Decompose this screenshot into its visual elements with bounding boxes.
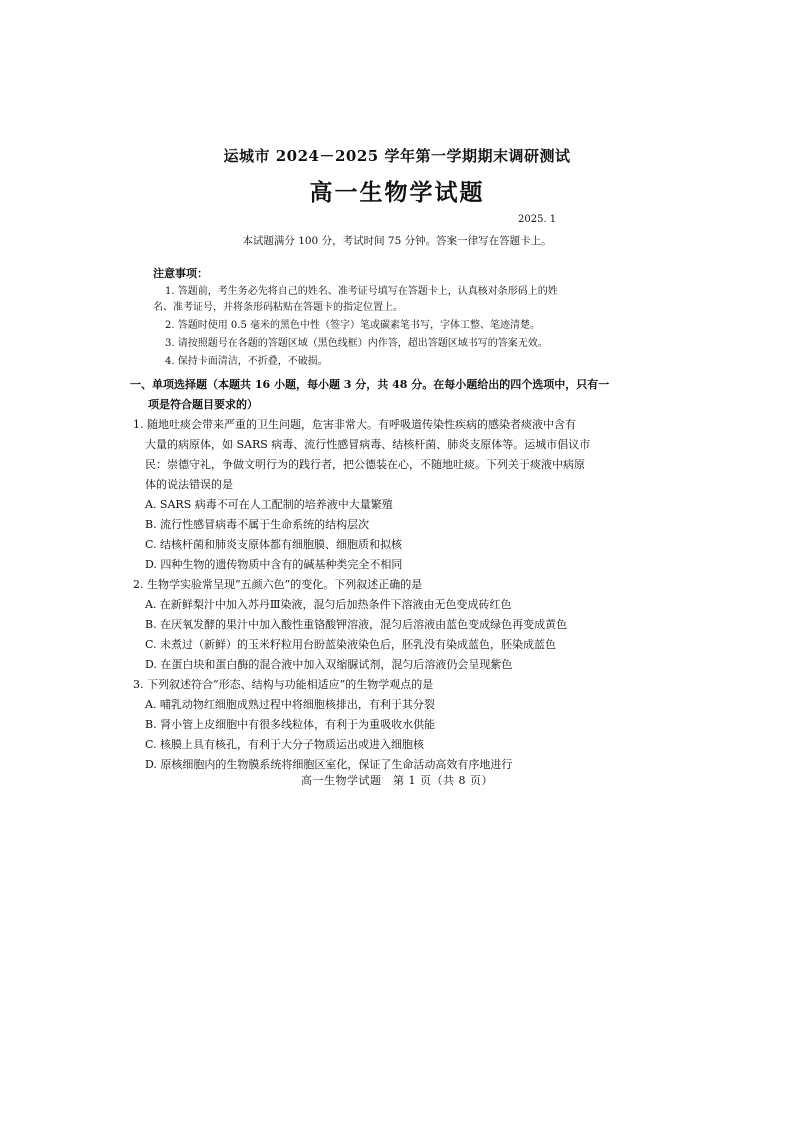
notice-line: 2. 答题时使用 0.5 毫米的黑色中性（签字）笔或碳素笔书写，字体工整、笔迹清楚。 [165, 320, 540, 331]
page-footer: 高一生物学试题 第 1 页（共 8 页） [301, 774, 493, 787]
option-d: D. 在蛋白块和蛋白酶的混合液中加入双缩脲试剂，混匀后溶液仍会呈现紫色 [145, 658, 513, 671]
section-heading-cont: 项是符合题目要求的） [148, 398, 258, 411]
question-stem-line: 3. 下列叙述符合“形态、结构与功能相适应”的生物学观点的是 [133, 678, 434, 691]
exam-date: 2025. 1 [518, 214, 557, 225]
option-d: D. 四种生物的遗传物质中含有的碱基种类完全不相同 [145, 558, 403, 571]
option-a: A. SARS 病毒不可在人工配制的培养液中大量繁殖 [145, 498, 393, 511]
notice-line: 1. 答题前，考生务必先将自己的姓名、准考证号填写在答题卡上，认真核对条形码上的姓 [165, 286, 558, 297]
subject-title: 高一生物学试题 [309, 179, 485, 206]
section-heading: 一、单项选择题（本题共 16 小题，每小题 3 分，共 48 分。在每小题给出的四个选项中，只有一 [130, 378, 610, 391]
option-a: A. 哺乳动物红细胞成熟过程中将细胞核排出，有利于其分裂 [145, 698, 435, 711]
option-c: C. 结核杆菌和肺炎支原体都有细胞膜、细胞质和拟核 [145, 538, 403, 551]
exam-title: 运城市 2024－2025 学年第一学期期末调研测试 [223, 147, 571, 165]
option-c: C. 核膜上具有核孔，有利于大分子物质运出或进入细胞核 [145, 738, 425, 751]
option-a: A. 在新鲜梨汁中加入苏丹Ⅲ染液，混匀后加热条件下溶液由无色变成砖红色 [145, 598, 512, 611]
notice-line: 3. 请按照题号在各题的答题区域（黑色线框）内作答，超出答题区域书写的答案无效。 [165, 338, 548, 349]
question-stem-line: 大量的病原体，如 SARS 病毒、流行性感冒病毒、结核杆菌、肺炎支原体等。运城市倡议市 [145, 438, 591, 451]
notice-line: 名、准考证号，并将条形码粘贴在答题卡的指定位置上。 [153, 302, 403, 313]
option-c: C. 未煮过（新鲜）的玉米籽粒用台盼蓝染液染色后，胚乳没有染成蓝色，胚染成蓝色 [145, 638, 557, 651]
option-d: D. 原核细胞内的生物膜系统将细胞区室化，保证了生命活动高效有序地进行 [145, 758, 513, 771]
question-stem-line: 2. 生物学实验常呈现“五颜六色”的变化。下列叙述正确的是 [133, 578, 423, 591]
question-stem-line: 1. 随地吐痰会带来严重的卫生问题，危害非常大。有呼吸道传染性疾病的感染者痰液中含有 [133, 418, 576, 431]
notice-line: 4. 保持卡面清洁，不折叠，不破损。 [165, 356, 328, 367]
option-b: B. 在厌氧发酵的果汁中加入酸性重铬酸钾溶液，混匀后溶液由蓝色变成绿色再变成黄色 [145, 618, 568, 631]
option-b: B. 肾小管上皮细胞中有很多线粒体，有利于为重吸收水供能 [145, 718, 436, 731]
question-stem-line: 民：崇德守礼，争做文明行为的践行者，把公德装在心，不随地吐痰。下列关于痰液中病原 [145, 458, 585, 471]
notice-title: 注意事项： [153, 267, 208, 280]
question-stem-line: 体的说法错误的是 [145, 478, 233, 491]
exam-instructions: 本试题满分 100 分，考试时间 75 分钟。答案一律写在答题卡上。 [242, 235, 552, 247]
option-b: B. 流行性感冒病毒不属于生命系统的结构层次 [145, 518, 370, 531]
